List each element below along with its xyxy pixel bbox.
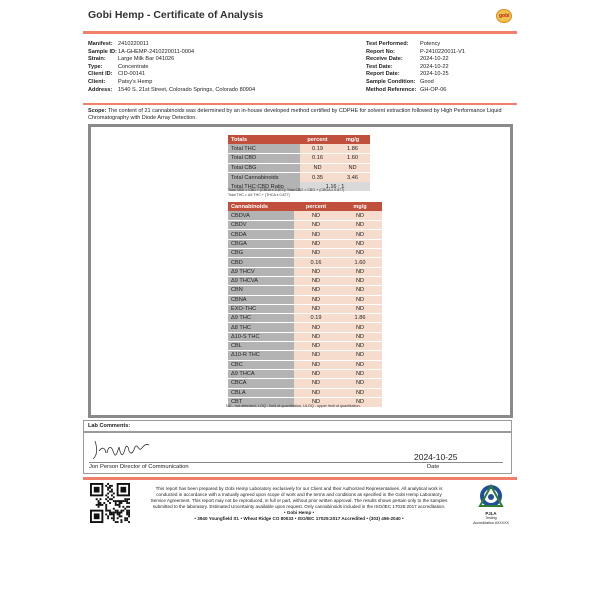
row-mgg: ND	[338, 267, 382, 276]
info-label: Method Reference:	[366, 86, 417, 93]
table-row	[228, 360, 382, 369]
row-name: Δ9 THCVA	[228, 276, 294, 285]
row-mgg: 1.86	[338, 314, 382, 323]
row-percent: ND	[294, 342, 338, 351]
gobi-logo	[496, 9, 512, 23]
table-row	[228, 249, 382, 258]
row-name: CBNA	[228, 295, 294, 304]
info-value: P-2410220011-V1	[420, 48, 465, 55]
info-value: 2024-10-22	[420, 56, 449, 63]
table-row	[228, 388, 382, 397]
info-row	[366, 64, 465, 72]
row-percent: ND	[294, 369, 338, 378]
info-label: Sample Condition:	[366, 78, 416, 85]
table-row	[228, 351, 382, 360]
row-mgg: ND	[338, 249, 382, 258]
info-value: 2410220011	[118, 41, 149, 47]
row-name: CBC	[228, 360, 294, 369]
row-percent: ND	[294, 221, 338, 230]
table-row	[228, 144, 370, 153]
canna-header-mgg: mg/g	[338, 202, 382, 211]
row-percent: 0.16	[300, 154, 335, 163]
ratio-label: Total THC:CBD Ratio	[228, 182, 300, 191]
info-row	[366, 49, 465, 57]
ratio-value: 1.16 : 1	[300, 182, 370, 191]
footer-address: • 3940 Youngfield St. • Wheat Ridge CO 80033 • ISO/IEC 17025:2017 Accredited • (303) 456-2040 •	[194, 516, 404, 521]
info-value: Potency	[420, 41, 441, 47]
row-mgg: ND	[338, 323, 382, 332]
footer-company: • Gobi Hemp •	[283, 510, 315, 515]
info-row	[88, 49, 255, 57]
row-percent: ND	[294, 230, 338, 239]
table-legend: ND - not detected; LOQ - limit of quantitation; ULOQ - upper limit of quantitation.	[226, 404, 361, 408]
row-name: CBG	[228, 249, 294, 258]
info-row	[366, 87, 465, 95]
row-percent: ND	[294, 295, 338, 304]
info-row	[88, 64, 255, 72]
info-value: Patsy's Hemp	[118, 78, 153, 85]
scope-body: The content of 21 cannabinoids was determined by an in-house developed method certified by CDPHE for solvent extraction followed by High Performance Liquid Chromatography with Diode Array Detection.	[88, 108, 502, 121]
row-mgg: ND	[338, 276, 382, 285]
logo-text: gobi	[499, 13, 510, 19]
table-row	[228, 369, 382, 378]
signature-line	[89, 462, 503, 463]
row-name: CBD	[228, 258, 294, 267]
qr-code-icon	[90, 483, 130, 523]
row-mgg: ND	[338, 211, 382, 220]
footer-divider	[83, 477, 517, 480]
canna-header-percent: percent	[294, 202, 338, 211]
row-mgg: ND	[338, 304, 382, 313]
info-value: 1A-GHEMP-2410220011-0004	[118, 48, 195, 55]
pjla-caption	[468, 512, 514, 525]
disclaimer-text: This report has been prepared by Gobi Hemp Laboratory exclusively for our Client and their Authorized Representatives. All analytical work is conducted in accordance with a mutually agreed upon scope of work and the terms and conditions as specified in the Gobi Hemp Laboratory Service Agreement. This report may not be reproduced, in full or part, without prior written approval. The results shown pertain only to the samples submitted to the laboratory. Estimated Uncertainty available upon request. Only cannabinoids included in the ISO/IEC 17025:2017 accreditation.	[150, 486, 448, 509]
page-title: Gobi Hemp - Certificate of Analysis	[88, 9, 264, 21]
report-info	[366, 41, 465, 94]
row-name: Δ10-R THC	[228, 351, 294, 360]
row-mgg: ND	[338, 239, 382, 248]
row-name: Total THC	[228, 144, 300, 153]
row-percent: ND	[294, 360, 338, 369]
info-label: Sample ID:	[88, 48, 117, 55]
row-mgg: ND	[338, 286, 382, 295]
cannabinoids-table	[228, 202, 382, 407]
info-row	[88, 79, 255, 87]
row-percent: ND	[300, 163, 335, 172]
row-mgg: ND	[338, 332, 382, 341]
row-percent: 0.35	[300, 173, 335, 182]
info-row	[366, 56, 465, 64]
info-label: Type:	[88, 63, 103, 70]
scope-text	[88, 108, 513, 121]
sample-info	[88, 41, 255, 94]
row-percent: 0.19	[294, 314, 338, 323]
footer-text	[149, 486, 449, 522]
row-name: Total Cannabinoids	[228, 173, 300, 182]
info-row	[366, 41, 465, 49]
info-value: Concentrate	[118, 63, 149, 70]
coa-page	[83, 0, 517, 600]
info-label: Test Performed:	[366, 41, 409, 47]
row-mgg: 1.60	[338, 258, 382, 267]
signature-date-label: Date	[427, 464, 440, 470]
table-row	[228, 295, 382, 304]
row-percent: ND	[294, 286, 338, 295]
signature-image	[89, 437, 159, 463]
row-mgg: 3.46	[335, 173, 370, 182]
table-row	[228, 276, 382, 285]
row-percent: ND	[294, 211, 338, 220]
row-mgg: ND	[338, 388, 382, 397]
row-name: EXO-THC	[228, 304, 294, 313]
table-row	[228, 332, 382, 341]
row-percent: ND	[294, 276, 338, 285]
row-name: CBDA	[228, 230, 294, 239]
table-row	[228, 230, 382, 239]
row-percent: ND	[294, 304, 338, 313]
info-label: Report Date:	[366, 71, 400, 78]
row-mgg: ND	[338, 360, 382, 369]
row-name: CBN	[228, 286, 294, 295]
info-row	[88, 87, 255, 95]
row-percent: ND	[294, 397, 338, 406]
row-mgg: ND	[338, 342, 382, 351]
table-row	[228, 173, 370, 182]
row-mgg: ND	[338, 351, 382, 360]
row-name: CBDV	[228, 221, 294, 230]
pjla-name: PJLA	[485, 511, 497, 516]
row-percent: ND	[294, 388, 338, 397]
row-percent: 0.19	[300, 144, 335, 153]
totals-table	[228, 135, 370, 191]
row-mgg: ND	[338, 295, 382, 304]
scope-divider	[83, 103, 517, 105]
info-value: 2024-10-22	[420, 63, 449, 70]
row-percent: ND	[294, 323, 338, 332]
row-percent: ND	[294, 239, 338, 248]
lab-comments	[83, 420, 512, 432]
row-name: Δ9 THCA	[228, 369, 294, 378]
info-label: Client ID:	[88, 71, 113, 78]
table-row	[228, 239, 382, 248]
info-value: GH-OP-06	[420, 86, 447, 93]
totals-header-name: Totals	[228, 135, 300, 144]
row-name: Δ8 THC	[228, 323, 294, 332]
info-row	[366, 79, 465, 87]
totals-header-percent: percent	[300, 135, 335, 144]
row-name: Total CBD	[228, 154, 300, 163]
row-mgg: ND	[338, 221, 382, 230]
row-percent: ND	[294, 351, 338, 360]
row-mgg: ND	[338, 397, 382, 406]
row-name: CBGA	[228, 239, 294, 248]
info-row	[88, 41, 255, 49]
row-name: Δ9 THCV	[228, 267, 294, 276]
row-mgg: 1.86	[335, 144, 370, 153]
row-percent: 0.16	[294, 258, 338, 267]
row-name: Total CBG	[228, 163, 300, 172]
row-percent: ND	[294, 249, 338, 258]
row-mgg: ND	[338, 230, 382, 239]
row-percent: ND	[294, 332, 338, 341]
info-value: Good	[420, 78, 434, 85]
info-row	[366, 71, 465, 79]
pjla-sub1: Testing	[485, 516, 497, 521]
info-value: CID-00141	[118, 71, 146, 78]
signer-name: Jon Person Director of Communication	[89, 464, 189, 470]
signature-date: 2024-10-25	[414, 452, 458, 462]
scope-label: Scope:	[88, 108, 107, 114]
totals-header-mgg: mg/g	[335, 135, 370, 144]
info-value: Large Milk Bar 041026	[118, 56, 175, 63]
info-row	[88, 71, 255, 79]
pjla-sub2: Accreditation #XXXXX	[473, 520, 509, 525]
table-row	[228, 304, 382, 313]
info-label: Manifest:	[88, 41, 113, 47]
row-name: CBLA	[228, 388, 294, 397]
row-mgg: ND	[338, 379, 382, 388]
table-row	[228, 314, 382, 323]
table-row	[228, 286, 382, 295]
table-row	[228, 379, 382, 388]
totals-formulas	[228, 188, 344, 197]
formula-line: Total CBD = CBD + (CBDA x 0.877); Total CBG = CBG + (CBGA x 0.877)	[228, 188, 345, 192]
row-mgg: ND	[335, 163, 370, 172]
info-label: Test Date:	[366, 63, 393, 70]
row-percent: ND	[294, 379, 338, 388]
info-value: 2024-10-25	[420, 71, 449, 78]
formula-line: Total THC = Δ9 THC + (THCA x 0.877)	[228, 192, 290, 197]
row-name: CBCA	[228, 379, 294, 388]
canna-header-name: Cannabinoids	[228, 202, 294, 211]
table-row	[228, 221, 382, 230]
row-name: CBDVA	[228, 211, 294, 220]
info-label: Report No:	[366, 48, 395, 55]
row-name: Δ9 THC	[228, 314, 294, 323]
lab-comments-label: Lab Comments:	[88, 423, 131, 429]
info-label: Receive Date:	[366, 56, 403, 63]
table-row	[228, 154, 370, 163]
table-row	[228, 267, 382, 276]
row-name: CBT	[228, 397, 294, 406]
info-value: 1540 S. 21st Street, Colorado Springs, Colorado 80904	[118, 86, 256, 93]
row-mgg: ND	[338, 369, 382, 378]
info-label: Strain:	[88, 56, 106, 63]
row-percent: ND	[294, 267, 338, 276]
info-label: Address:	[88, 86, 113, 93]
header-divider	[83, 31, 517, 34]
table-row	[228, 342, 382, 351]
row-mgg: 1.60	[335, 154, 370, 163]
table-row	[228, 258, 382, 267]
row-name: CBL	[228, 342, 294, 351]
row-name: Δ10-S THC	[228, 332, 294, 341]
info-row	[88, 56, 255, 64]
table-row	[228, 211, 382, 220]
table-row	[228, 323, 382, 332]
info-label: Client:	[88, 78, 106, 85]
table-row	[228, 163, 370, 172]
